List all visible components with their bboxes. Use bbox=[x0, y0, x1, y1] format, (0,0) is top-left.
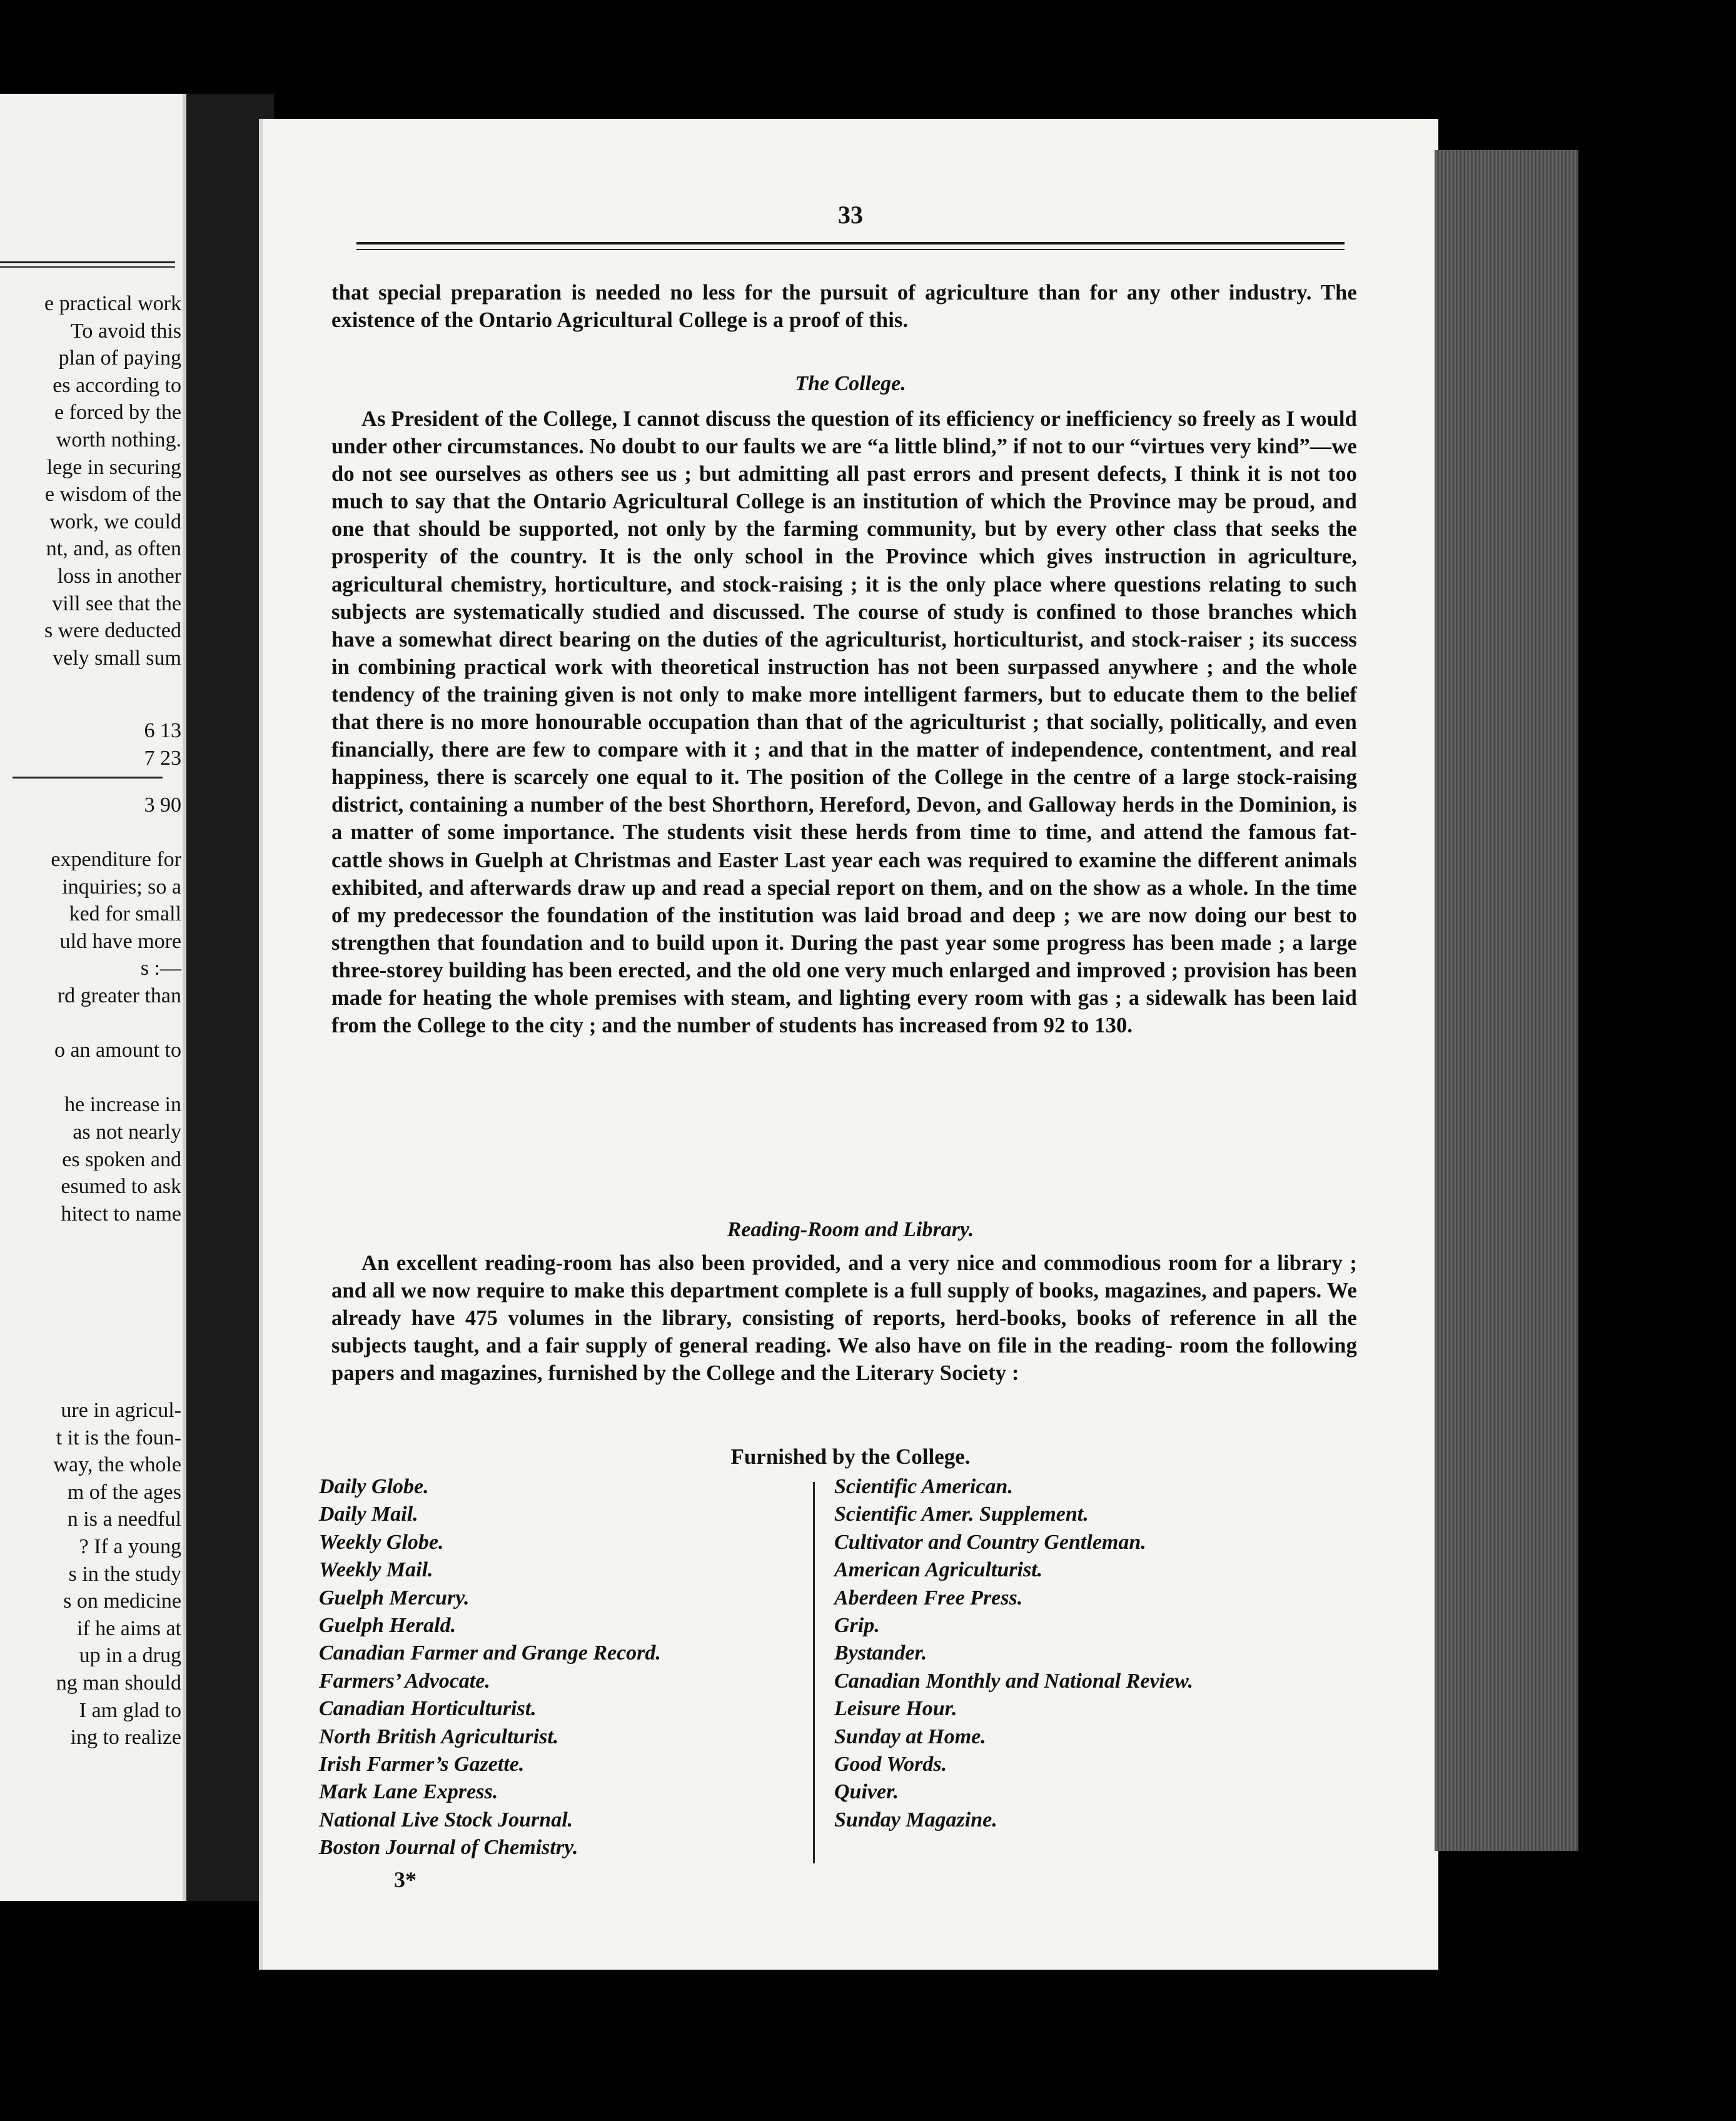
periodical-list-item: Canadian Farmer and Grange Record. bbox=[319, 1641, 661, 1665]
left-facing-page bbox=[0, 94, 186, 1901]
left-page-line: up in a drug bbox=[79, 1644, 181, 1668]
section-heading-reading-room: Reading-Room and Library. bbox=[727, 1218, 974, 1241]
left-page-line: e forced by the bbox=[54, 401, 181, 425]
list-left-column bbox=[319, 1473, 661, 1862]
left-page-line: loss in another bbox=[57, 564, 181, 588]
header-rule-thin bbox=[356, 249, 1345, 250]
left-page-line: nt, and, as often bbox=[46, 537, 181, 561]
left-page-line: rd greater than bbox=[57, 984, 181, 1007]
left-page-line: t it is the foun- bbox=[56, 1426, 181, 1449]
left-page-line: n is a needful bbox=[67, 1508, 181, 1531]
left-page-lines-bottom bbox=[0, 1397, 181, 1751]
periodical-list-item: Daily Mail. bbox=[319, 1503, 418, 1526]
left-page-line: ing to realize bbox=[70, 1726, 181, 1750]
periodical-list-item: Canadian Horticulturist. bbox=[319, 1697, 537, 1721]
left-figure-line: 7 23 bbox=[144, 746, 181, 770]
left-page-line: ked for small bbox=[69, 902, 181, 926]
periodical-list-item: Canadian Monthly and National Review. bbox=[834, 1669, 1193, 1693]
periodical-list-item: American Agriculturist. bbox=[834, 1558, 1043, 1582]
section-heading-college: The College. bbox=[795, 372, 906, 395]
list-column-divider bbox=[813, 1482, 815, 1863]
left-page-lines-middle bbox=[0, 846, 181, 1227]
left-page-line: way, the whole bbox=[53, 1453, 181, 1477]
periodical-list-item: Bystander. bbox=[834, 1641, 927, 1665]
left-page-line: s were deducted bbox=[44, 619, 181, 643]
periodical-list-item: Farmers’ Advocate. bbox=[319, 1669, 490, 1693]
left-page-line: m of the ages bbox=[67, 1480, 181, 1504]
reading-room-paragraph: An excellent reading-room has also been provided, and a very nice and commodious room for a library ; and all we now require to make this department complete is a full supply of books, magazines, and papers. We already have 475 volumes in the library, consisting of reports, herd-books, books of reference in all the subjects taught, and a fair supply of general reading. We also have on file in the reading- room the following papers and magazines, furnished by the College and the Literary Society : bbox=[331, 1251, 1357, 1386]
left-page-line: plan of paying bbox=[58, 346, 181, 370]
left-page-line: worth nothing. bbox=[56, 428, 181, 451]
left-page-line: vill see that the bbox=[52, 592, 181, 615]
left-page-line bbox=[0, 1010, 181, 1037]
left-page-line: To avoid this bbox=[70, 319, 181, 343]
periodical-list-item: Guelph Herald. bbox=[319, 1613, 457, 1637]
periodical-list-item: Cultivator and Country Gentleman. bbox=[834, 1530, 1146, 1554]
left-page-line: inquiries; so a bbox=[62, 875, 181, 899]
periodical-list-item: Grip. bbox=[834, 1613, 880, 1637]
left-page-line: uld have more bbox=[59, 929, 181, 953]
main-page bbox=[259, 119, 1438, 1970]
book-page-edges bbox=[1435, 150, 1578, 1851]
college-paragraph-block bbox=[331, 405, 1357, 1039]
reading-room-paragraph-block bbox=[331, 1249, 1357, 1387]
left-page-figures bbox=[0, 717, 181, 772]
left-page-lines-top bbox=[0, 290, 181, 672]
left-page-line: as not nearly bbox=[73, 1120, 181, 1144]
periodical-list-item: Weekly Globe. bbox=[319, 1530, 444, 1554]
periodical-list-item: Guelph Mercury. bbox=[319, 1586, 470, 1610]
left-page-line: ? If a young bbox=[79, 1534, 181, 1558]
periodical-list-item: Quiver. bbox=[834, 1780, 899, 1804]
college-paragraph: As President of the College, I cannot discuss the question of its efficiency or inefficiency so freely as I would under other circumstances. No doubt to our faults we are “a little blind,” if not to our “virtues very kind”—we do not see ourselves as others see us ; but admitting all past errors and present defects, I think it is not too much to say that the Ontario Agricultural College is an institution of which the Province may be proud, and one that should be supported, not only by the farming community, but by every other class that seeks the prosperity of the country. It is the only school in the Province which gives instruction in agriculture, agricultural chemistry, horticulture, and stock-raising ; it is the only place where questions relating to such subjects are systematically studied and discussed. The course of study is confined to those branches which have a somewhat direct bearing on the duties of the agriculturist, horticulturist, and stock-raiser ; its success in combining practical work with theoretical instruction has not been surpassed anywhere ; and the whole tendency of the training given is not only to make more intelligent farmers, but to educate them to the belief that there is no more honourable occupation than that of the agriculturist ; that socially, politically, and even financially, there are few to compare with it ; and that in the matter of independence, contentment, and real happiness, there is scarcely one equal to it. The position of the College in the centre of a large stock-raising district, containing a number of the best Shorthorn, Hereford, Devon, and Galloway herds in the Dominion, is a matter of some importance. The students visit these herds from time to time, and attend the famous fat-cattle shows in Guelph at Christmas and Easter Last year each was required to examine the different animals exhibited, and afterwards draw up and read a special report on them, and on the show as a whole. In the time of my predecessor the foundation of the institution was laid broad and deep ; we are now doing our best to strengthen that foundation and to build upon it. During the past year some progress has been made ; a large three-storey building has been erected, and the old one very much enlarged and improved ; provision has been made for heating the whole premises with steam, and lighting every room with gas ; a sidewalk has been laid from the College to the city ; and the number of students has increased from 92 to 130. bbox=[331, 407, 1357, 1038]
left-page-rule bbox=[0, 261, 175, 263]
left-figure-line: 6 13 bbox=[144, 719, 181, 742]
left-page-line: s on medicine bbox=[63, 1589, 181, 1613]
left-page-line: he increase in bbox=[64, 1093, 181, 1117]
periodical-list-item: Sunday Magazine. bbox=[834, 1808, 997, 1831]
periodical-list-item: National Live Stock Journal. bbox=[319, 1808, 573, 1831]
left-page-line: s :— bbox=[140, 957, 181, 980]
left-page-line: hitect to name bbox=[61, 1202, 181, 1226]
list-right-column bbox=[834, 1473, 1193, 1834]
left-page-line: esumed to ask bbox=[61, 1175, 181, 1199]
left-page-line bbox=[0, 1064, 181, 1092]
left-page-line: ng man should bbox=[56, 1671, 181, 1695]
periodical-list-item: Weekly Mail. bbox=[319, 1558, 433, 1582]
periodical-list-item: Daily Globe. bbox=[319, 1475, 429, 1498]
left-page-rule-thin bbox=[0, 266, 175, 268]
left-page-line: if he aims at bbox=[76, 1616, 181, 1640]
list-heading: Furnished by the College. bbox=[730, 1444, 971, 1469]
left-page-line: s in the study bbox=[68, 1562, 181, 1586]
left-page-line: vely small sum bbox=[53, 646, 181, 670]
page-number: 33 bbox=[838, 201, 863, 229]
left-page-line: lege in securing bbox=[46, 455, 181, 479]
opening-paragraph-block bbox=[331, 279, 1357, 334]
left-page-sum-rule bbox=[13, 777, 163, 778]
periodical-list-item: Aberdeen Free Press. bbox=[834, 1586, 1023, 1610]
left-page-line: o an amount to bbox=[54, 1039, 181, 1062]
periodical-list-item: Good Words. bbox=[834, 1752, 947, 1776]
signature-mark: 3* bbox=[394, 1867, 416, 1892]
periodical-list-item: Leisure Hour. bbox=[834, 1697, 957, 1721]
left-page-line: e wisdom of the bbox=[44, 483, 181, 506]
left-page-line: es according to bbox=[53, 373, 181, 397]
periodical-list-item: Sunday at Home. bbox=[834, 1725, 986, 1748]
left-figure-total: 3 90 bbox=[144, 793, 181, 817]
left-page-line: I am glad to bbox=[79, 1698, 181, 1722]
header-rule-thick bbox=[356, 242, 1345, 244]
periodical-list-item: Scientific Amer. Supplement. bbox=[834, 1503, 1089, 1526]
periodical-list-item: Irish Farmer’s Gazette. bbox=[319, 1752, 525, 1776]
periodical-list-item: Scientific American. bbox=[834, 1475, 1013, 1498]
periodical-list-item: North British Agriculturist. bbox=[319, 1725, 559, 1748]
left-page-line: ure in agricul- bbox=[61, 1399, 181, 1422]
periodical-list-item: Boston Journal of Chemistry. bbox=[319, 1836, 578, 1860]
periodical-list-item: Mark Lane Express. bbox=[319, 1780, 498, 1804]
left-page-line: es spoken and bbox=[62, 1147, 181, 1171]
left-page-line: e practical work bbox=[44, 292, 181, 315]
left-page-line: work, we could bbox=[49, 510, 181, 533]
opening-paragraph: that special preparation is needed no less for the pursuit of agriculture than for any other industry. The existence of the Ontario Agricultural College is a proof of this. bbox=[331, 281, 1357, 333]
left-page-figure-total bbox=[0, 792, 181, 819]
left-page-line: expenditure for bbox=[51, 848, 181, 871]
